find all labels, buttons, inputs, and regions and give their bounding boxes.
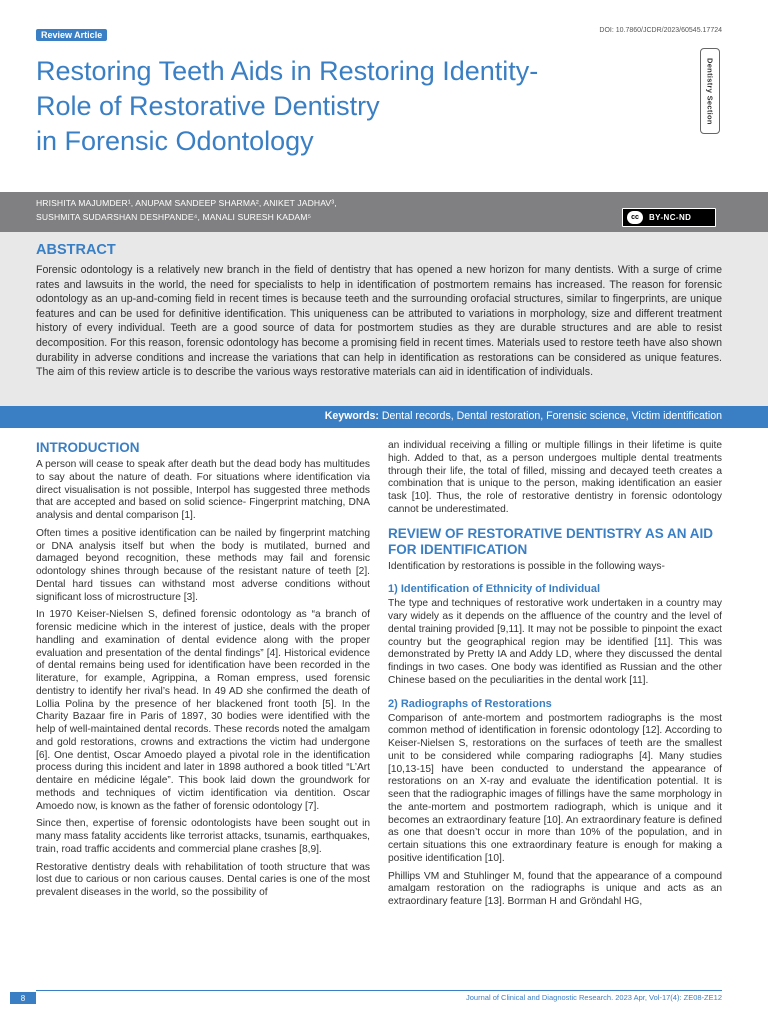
- abstract-heading: ABSTRACT: [36, 242, 116, 258]
- introduction-heading: INTRODUCTION: [36, 440, 140, 455]
- keywords-label: Keywords:: [324, 410, 379, 422]
- section-label: Dentistry Section: [705, 57, 715, 125]
- section-tab: [700, 48, 720, 134]
- subheading-ethnicity: 1) Identification of Ethnicity of Individual: [388, 583, 601, 596]
- license-badge[interactable]: [622, 208, 716, 227]
- creative-commons-icon: cc: [627, 211, 643, 224]
- keywords: [325, 410, 722, 422]
- article-type-badge: Review Article: [36, 29, 107, 41]
- right-column: [388, 440, 722, 914]
- keywords-text: Dental records, Dental restoration, Forensic science, Victim identification: [381, 410, 722, 422]
- paragraph: Comparison of ante-mortem and postmortem radiographs is the most common method of identification in forensic odontology [12]. According to Keiser-Nielsen S, restorations on the surfaces of teeth are the smallest unit to be considered while comparing radiographs [4]. Many studies [10,13-15] have been conducted to understand the appearance of restorations on an X-ray and evaluate the identification potential. It is seen that the radiographic images of fillings have the same morphology in the ante-mortem and postmortem radiograph, which is unique and it becomes an extraordinary feature [10]. An extraordinary feature is defined as one that doesn’t occur in more than 10% of the population, and in certain situations this one extraordinary feature is enough for making a positive identification [10].: [388, 712, 722, 864]
- keywords-bar: [0, 406, 768, 428]
- author-list-line-2: SUSHMITA SUDARSHAN DESHPANDE⁴, MANALI SURESH KADAM⁵: [36, 212, 312, 222]
- abstract-box: [0, 232, 768, 406]
- page-number: 8: [10, 992, 36, 1004]
- paragraph: The type and techniques of restorative work undertaken in a country may vary widely as it depends on the affluence of the country and the level of dental training provided [9,11]. It may not be possible to pinpoint the exact country but the geographical region may be identified [11]. This was demonstrated by Pretty IA and Addy LD, where they discussed the dental findings in two cases. One body was identified as Russian and the other Chinese based on the peculiarities in the dental work [11].: [388, 598, 722, 686]
- review-heading: REVIEW OF RESTORATIVE DENTISTRY AS AN AID FOR IDENTIFICATION: [388, 525, 714, 557]
- subheading-radiographs: 2) Radiographs of Restorations: [388, 697, 552, 710]
- paragraph: A person will cease to speak after death but the dead body has multitudes to say about the nature of death. For situations where identification via direct visualisation is not possible, Interpol has suggested three methods that are accepted and based on solid science- Fingerprint matching, DNA analysis and dental comparison [1].: [36, 459, 370, 521]
- title-line-1: Restoring Teeth Aids in Restoring Identity-: [36, 56, 539, 86]
- paragraph: Since then, expertise of forensic odontologists have been sought out in many mass fatality accidents like terrorist attacks, tsunamis, earthquakes, train, road traffic accidents and commercial plane crashes [8,9].: [36, 818, 370, 855]
- paragraph: Identification by restorations is possible in the following ways-: [388, 560, 665, 572]
- article-title: [36, 54, 676, 159]
- author-list-line-1: HRISHITA MAJUMDER¹, ANUPAM SANDEEP SHARMA², ANIKET JADHAV³,: [36, 198, 337, 208]
- title-line-3: in Forensic Odontology: [36, 126, 314, 156]
- license-label: BY-NC-ND: [649, 213, 692, 222]
- title-line-2: Role of Restorative Dentistry: [36, 91, 380, 121]
- author-bar: [0, 192, 768, 232]
- doi[interactable]: DOI: 10.7860/JCDR/2023/60545.17724: [599, 27, 722, 34]
- abstract-text: Forensic odontology is a relatively new branch in the field of dentistry that has opened a new horizon for many dentists. With a surge of crime rates and lawsuits in the world, the need for specialists to help in identification of postmortem remains has increased. The reason for forensic odontology as an up-and-coming field in recent times is because teeth and the surrounding orofacial structures, similar to fingerprints, are unique features and can be used for definitive identification. This uniqueness can be attributed to variations in morphology, size and different treatment history of every individual. Teeth are a good source of data for postmortem studies as they are durable structures and are able to resist decomposition. For this reason, forensic odontology has become a promising field in recent times. Materials used to restore teeth have also shown durability in adverse conditions and increase the variations that can help in identification as restorations can be considered as unique features. The aim of this review article is to describe the various ways restorative materials can aid in identification of individuals.: [36, 264, 723, 379]
- paragraph: Restorative dentistry deals with rehabilitation of tooth structure that was lost due to carious or non carious causes. Dental caries is one of the most prevalent diseases in the world, so the possibility of: [36, 861, 370, 898]
- paragraph: Phillips VM and Stuhlinger M, found that the appearance of a compound amalgam restoration on the radiographs is unique and acts as an extraordinary feature [13]. Borrman H and Gröndahl HG,: [388, 870, 722, 907]
- paragraph: Often times a positive identification can be nailed by fingerprint matching or DNA analysis itself but when the body is mutilated, burned and damaged beyond recognition, these methods may fail and forensic odontology shines through because of the resistant nature of teeth [2]. Dental hard tissues can withstand most adverse conditions without significant loss of microstructure [3].: [36, 527, 370, 603]
- paragraph: an individual receiving a filling or multiple fillings in their lifetime is quite high. Added to that, as a person undergoes multiple dental treatments through their life, the total of filled, missing and decayed teeth creates a combination that is unique to the person, making identification an easier task [10]. Thus, the role of restorative dentistry in forensic odontology cannot be underestimated.: [388, 440, 722, 515]
- journal-citation: Journal of Clinical and Diagnostic Research. 2023 Apr, Vol-17(4): ZE08-ZE12: [466, 993, 722, 1002]
- paragraph: In 1970 Keiser-Nielsen S, defined forensic odontology as “a branch of forensic medicine which in the interest of justice, deals with the proper handling and examination of dental evidence along with the proper evaluation and presentation of the dental findings” [4]. Historical evidence of dental remains being used for identification have been recorded in the literature, for example, Agrippina, a Roman empress, used forensic dentistry to identify her rival’s head. In 49 AD she confirmed the death of Lollia Polina by the presence of her blackened front tooth [5]. In the Charity Bazaar fire in Paris of 1897, 30 bodies were identified with the help of well-maintained dental records. These records noted the amalgam and gold restorations, crowns and extractions the victim had undergone [6]. One dentist, Oscar Amoedo played a pivotal role in the identification process during this incident and later in 1898 authored a book titled “L’Art dentaire en médicine légale”. This book laid down the groundwork for methods and techniques of victim identification via dentition. Oscar Amoedo now, is known as the father of forensic odontology [7].: [36, 609, 370, 812]
- footer-divider: [36, 990, 722, 991]
- left-column: [36, 440, 370, 905]
